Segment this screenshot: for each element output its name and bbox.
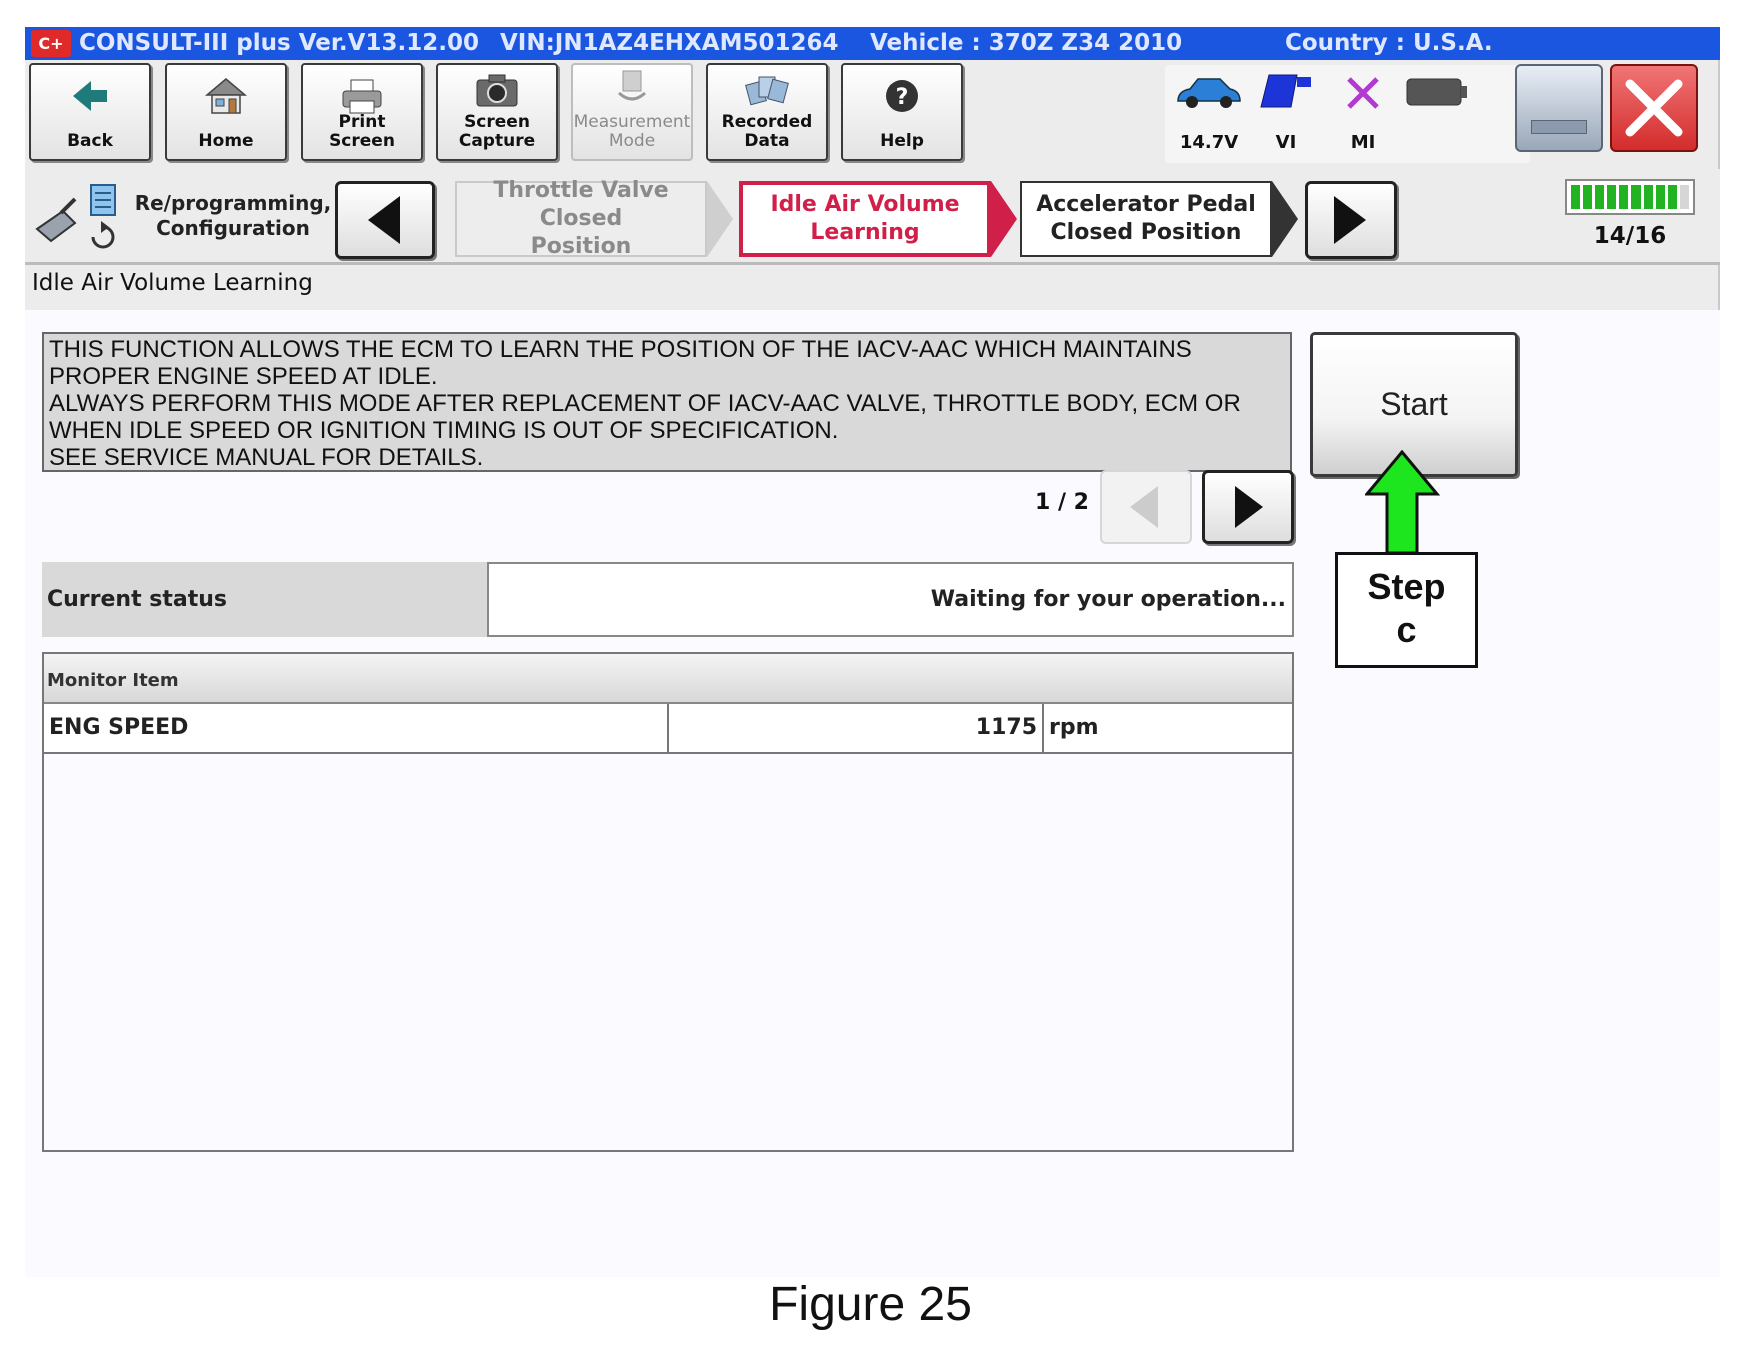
car-icon xyxy=(1174,73,1244,113)
next-step-button[interactable] xyxy=(1305,181,1397,259)
reprogramming-label: Re/programming, Configuration xyxy=(134,191,332,240)
home-label: Home xyxy=(198,131,254,151)
measurement-mode-label: Measurement Mode xyxy=(573,112,691,151)
progress-segment xyxy=(1607,185,1616,209)
description-line: PROPER ENGINE SPEED AT IDLE. xyxy=(49,363,438,390)
green-arrow-annotation xyxy=(1365,450,1440,555)
battery-icon xyxy=(1405,73,1469,113)
monitor-item-unit: rpm xyxy=(1049,715,1099,740)
help-button[interactable] xyxy=(841,63,963,161)
step-callout xyxy=(1335,552,1478,668)
page-next-button[interactable] xyxy=(1202,470,1294,544)
progress-segment xyxy=(1631,185,1640,209)
step-navigation-bar xyxy=(25,169,1720,265)
figure-caption: Figure 25 xyxy=(769,1278,972,1331)
printer-icon xyxy=(339,77,385,115)
back-button[interactable] xyxy=(29,63,151,161)
step-arrow xyxy=(991,181,1017,257)
close-button[interactable] xyxy=(1610,64,1698,152)
minimize-icon xyxy=(1531,120,1587,134)
progress-segment xyxy=(1595,185,1604,209)
app-logo: C+ xyxy=(31,30,71,57)
measurement-icon xyxy=(609,69,655,107)
back-label: Back xyxy=(67,131,113,151)
vehicle-label: Vehicle : 370Z Z34 2010 xyxy=(870,30,1183,56)
reprogramming-icon xyxy=(31,183,123,253)
description-line: THIS FUNCTION ALLOWS THE ECM TO LEARN THE POSITION OF THE IACV-AAC WHICH MAINTAINS xyxy=(49,336,1192,363)
title-bar xyxy=(25,27,1720,60)
current-status-value: Waiting for your operation... xyxy=(487,562,1294,637)
battery-voltage-indicator xyxy=(1169,65,1249,163)
progress-segment xyxy=(1571,185,1580,209)
mi-label: MI xyxy=(1350,132,1376,153)
callout-line: Step xyxy=(1367,566,1446,607)
description-line: ALWAYS PERFORM THIS MODE AFTER REPLACEMENT OF IACV-AAC VALVE, THROTTLE BODY, ECM OR xyxy=(49,390,1241,417)
vi-label: VI xyxy=(1275,132,1297,153)
monitor-item-name: ENG SPEED xyxy=(44,704,669,752)
current-status-label: Current status xyxy=(42,562,487,637)
battery-indicator xyxy=(1397,65,1477,163)
page-indicator: 1 / 2 xyxy=(1035,490,1089,515)
progress-segment xyxy=(1619,185,1628,209)
mi-indicator xyxy=(1323,65,1403,163)
triangle-right-icon xyxy=(1308,184,1394,256)
measurement-mode-button[interactable] xyxy=(571,63,693,161)
page-prev-button[interactable] xyxy=(1100,470,1192,544)
monitor-item-value: 1175 xyxy=(669,704,1044,752)
step-throttle-valve-closed-position[interactable]: Throttle Valve Closed Position xyxy=(455,181,707,257)
progress-segment xyxy=(1656,185,1665,209)
step-accelerator-pedal-closed-position[interactable]: Accelerator Pedal Closed Position xyxy=(1020,181,1272,257)
minimize-button[interactable] xyxy=(1515,64,1603,152)
print-screen-button[interactable] xyxy=(301,63,423,161)
app-version: CONSULT-III plus Ver.V13.12.00 xyxy=(79,30,479,56)
page-title: Idle Air Volume Learning xyxy=(32,270,313,296)
voltage-label: 14.7V xyxy=(1179,132,1239,153)
triangle-right-icon xyxy=(1205,473,1291,541)
consult-window xyxy=(25,27,1720,1277)
function-description xyxy=(42,332,1292,472)
table-row xyxy=(44,704,1292,754)
back-arrow-icon xyxy=(67,77,113,115)
vi-indicator xyxy=(1246,65,1326,163)
progress-segment xyxy=(1668,185,1677,209)
progress-segment xyxy=(1680,185,1689,209)
prev-step-button[interactable] xyxy=(335,181,435,259)
progress-segment xyxy=(1583,185,1592,209)
svg-text:?: ? xyxy=(895,85,909,110)
mi-disconnected-icon xyxy=(1343,73,1383,113)
step-arrow xyxy=(707,181,733,257)
help-icon xyxy=(879,77,925,115)
main-content xyxy=(25,310,1720,1277)
screen-capture-label: Screen Capture xyxy=(458,112,536,151)
status-panel xyxy=(1165,65,1530,163)
vi-icon xyxy=(1257,73,1315,113)
home-icon xyxy=(203,77,249,115)
start-button[interactable]: Start xyxy=(1310,332,1518,477)
callout-line: c xyxy=(1396,609,1417,650)
country-label: Country : U.S.A. xyxy=(1285,30,1493,56)
help-label: Help xyxy=(880,131,924,151)
camera-icon xyxy=(474,71,520,109)
triangle-left-icon xyxy=(1102,472,1190,542)
vin-label: VIN:JN1AZ4EHXAM501264 xyxy=(500,30,839,56)
step-progress-bar xyxy=(1565,179,1695,215)
monitor-table xyxy=(42,652,1294,1152)
progress-segment xyxy=(1644,185,1653,209)
triangle-left-icon xyxy=(338,184,432,256)
description-line: WHEN IDLE SPEED OR IGNITION TIMING IS OUT OF SPECIFICATION. xyxy=(49,417,839,444)
step-counter: 14/16 xyxy=(1593,223,1667,249)
recorded-data-button[interactable] xyxy=(706,63,828,161)
monitor-header: Monitor Item xyxy=(44,654,1292,704)
home-button[interactable] xyxy=(165,63,287,161)
screen-capture-button[interactable] xyxy=(436,63,558,161)
recorded-data-label: Recorded Data xyxy=(721,112,813,151)
close-icon xyxy=(1612,66,1696,150)
current-status-row xyxy=(42,562,1294,637)
step-idle-air-volume-learning[interactable]: Idle Air Volume Learning xyxy=(739,181,991,257)
step-arrow xyxy=(1272,181,1298,257)
print-screen-label: Print Screen xyxy=(329,112,395,151)
recorded-data-icon xyxy=(744,71,790,109)
description-line: SEE SERVICE MANUAL FOR DETAILS. xyxy=(49,444,484,471)
